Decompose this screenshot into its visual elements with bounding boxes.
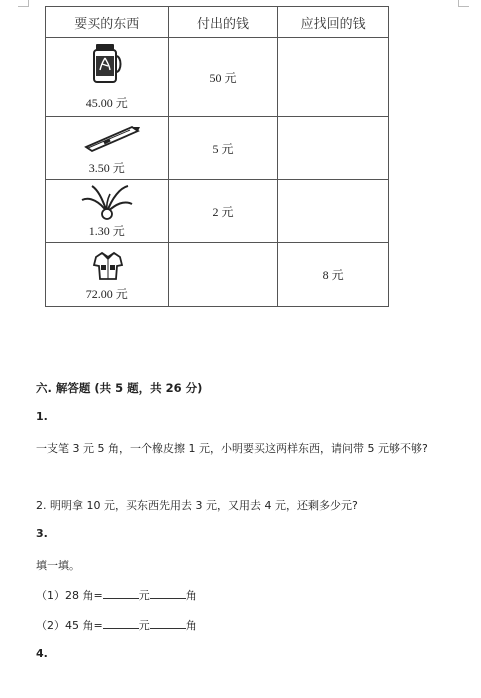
- item-price: 72.00 元: [85, 287, 128, 301]
- item-cell: [46, 243, 169, 307]
- unit-label: 角: [185, 619, 197, 632]
- change-cell: 8 元: [278, 243, 389, 307]
- question-text: 2. 明明拿 10 元，买东西先用去 3 元，又用去 4 元，还剩多少元?: [36, 499, 358, 512]
- question-text: 一支笔 3 元 5 角，一个橡皮擦 1 元，小明要买这两样东西，请问带 5 元够不够?: [36, 442, 428, 455]
- unit-label: 元: [138, 619, 150, 632]
- pen-icon: [82, 121, 142, 153]
- unit-label: 角: [185, 589, 197, 602]
- shirt-icon: [92, 251, 124, 281]
- item-cell: [46, 38, 169, 117]
- item-price: 45.00 元: [85, 96, 128, 110]
- item-cell: [46, 117, 169, 180]
- jar-icon: [90, 42, 124, 86]
- paid-cell: [168, 243, 278, 307]
- header-change: 应找回的钱: [278, 7, 389, 38]
- question-number: 4.: [36, 647, 48, 660]
- question-number: 1.: [36, 410, 48, 423]
- section-title: 六. 解答题 (共 5 题，共 26 分): [36, 381, 203, 395]
- change-cell: [278, 117, 389, 180]
- header-paid: 付出的钱: [168, 7, 278, 38]
- answer-blank[interactable]: [150, 618, 186, 629]
- page-corner-mark: [458, 0, 469, 7]
- change-cell: [278, 180, 389, 243]
- paid-cell: 5 元: [168, 117, 278, 180]
- item-cell: [46, 180, 169, 243]
- answer-blank[interactable]: [103, 588, 139, 599]
- paid-cell: 50 元: [168, 38, 278, 117]
- table-header-row: [46, 7, 389, 38]
- unit-label: 元: [138, 589, 150, 602]
- shopping-table: [45, 6, 389, 307]
- table-row: [46, 38, 389, 117]
- item-price: 1.30 元: [88, 224, 125, 238]
- paid-cell: 2 元: [168, 180, 278, 243]
- table-row: [46, 180, 389, 243]
- question-text: 填一填。: [36, 559, 80, 572]
- answer-blank[interactable]: [103, 618, 139, 629]
- fill-blank-line: [36, 587, 197, 603]
- table-row: [46, 243, 389, 307]
- plant-icon: [80, 182, 134, 222]
- answer-blank[interactable]: [150, 588, 186, 599]
- item-price: 3.50 元: [88, 161, 125, 175]
- fill-blank-line: [36, 617, 197, 633]
- table-row: [46, 117, 389, 180]
- fill-blank-prefix: （2）45 角=: [36, 619, 103, 632]
- fill-blank-prefix: （1）28 角=: [36, 589, 103, 602]
- question-number: 3.: [36, 527, 48, 540]
- header-item: 要买的东西: [46, 7, 169, 38]
- page-corner-mark: [18, 0, 29, 7]
- change-cell: [278, 38, 389, 117]
